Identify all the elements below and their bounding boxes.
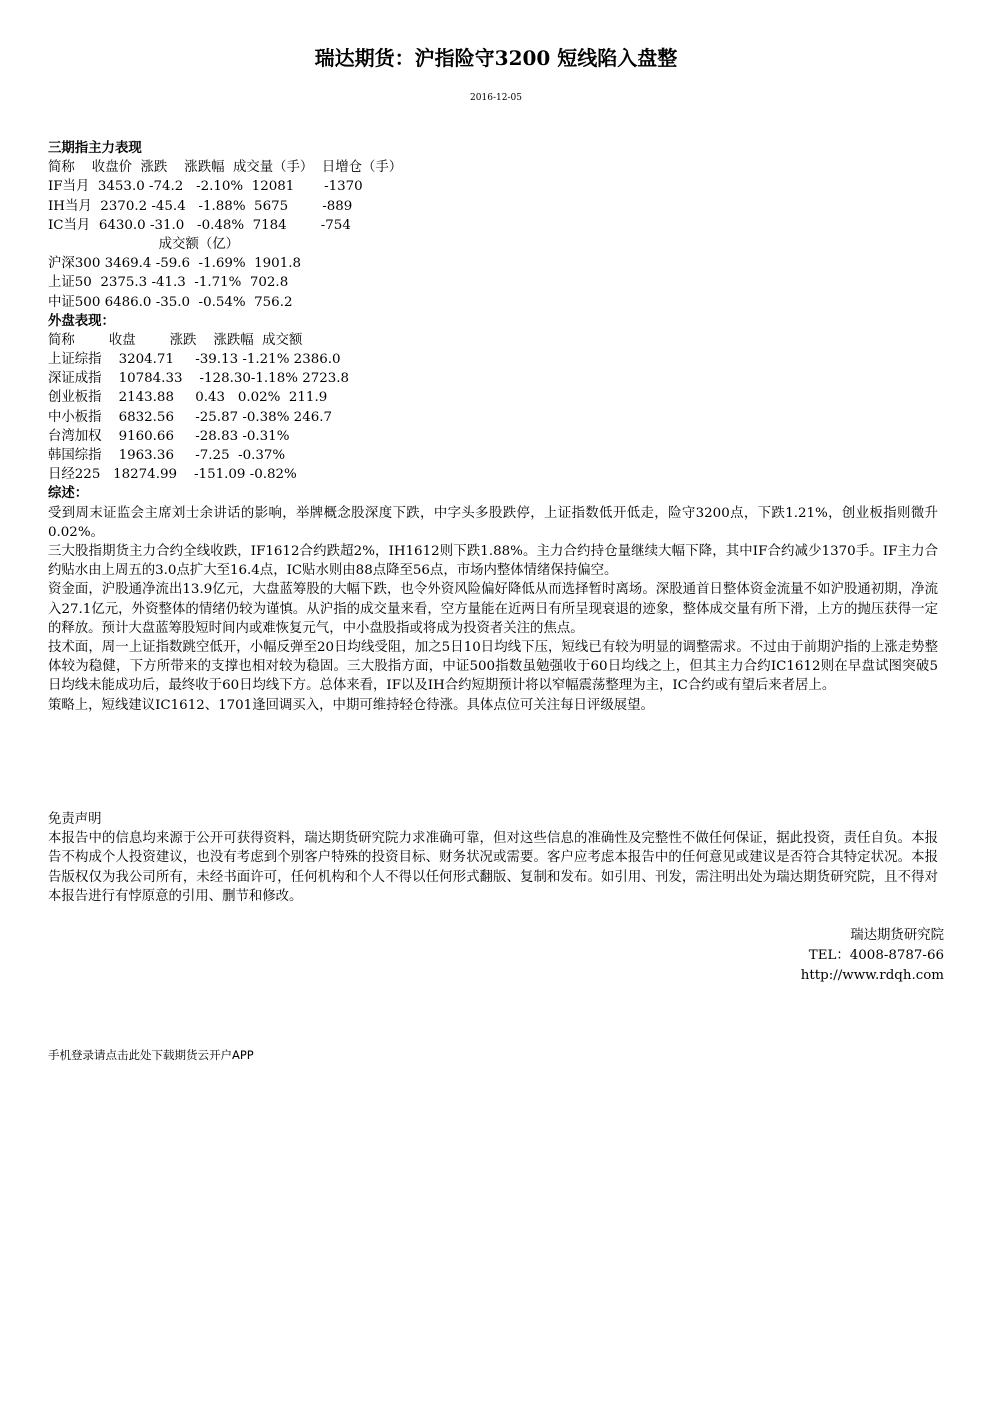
summary-paragraph: 三大股指期货主力合约全线收跌，IF1612合约跌超2%，IH1612则下跌1.88%。主力合约持仓量继续大幅下降，其中IF合约减少1370手。IF主力合约贴水由上周五的3.0点扩大至16.4点，IC贴水则由88点降至56点，市场内整体情绪保持偏空。 xyxy=(48,543,938,579)
index-columns: 成交额（亿） xyxy=(48,236,240,252)
futures-heading: 三期指主力表现 xyxy=(48,140,142,156)
index-row: 沪深300 3469.4 -59.6 -1.69% 1901.8 xyxy=(48,256,301,272)
futures-row: IC当月 6430.0 -31.0 -0.48% 7184 -754 xyxy=(48,217,351,233)
disclaimer-section xyxy=(48,810,944,906)
overseas-heading: 外盘表现： xyxy=(48,312,115,329)
overseas-row: 日经225 18274.99 -151.09 -0.82% xyxy=(48,467,297,483)
overseas-row: 台湾加权 9160.66 -28.83 -0.31% xyxy=(48,428,290,444)
disclaimer-heading: 免责声明 xyxy=(48,812,102,827)
overseas-row: 上证综指 3204.71 -39.13 -1.21% 2386.0 xyxy=(48,352,341,368)
futures-row: IH当月 2370.2 -45.4 -1.88% 5675 -889 xyxy=(48,198,353,214)
summary-heading: 综述： xyxy=(48,485,89,502)
signature-block xyxy=(801,926,944,986)
futures-row: IF当月 3453.0 -74.2 -2.10% 12081 -1370 xyxy=(48,179,363,195)
signature-org: 瑞达期货研究院 xyxy=(850,928,944,943)
report-title: 瑞达期货：沪指险守3200 短线陷入盘整 xyxy=(314,46,678,70)
summary-paragraph: 资金面，沪股通净流出13.9亿元，大盘蓝筹股的大幅下跌，也令外资风险偏好降低从而选择暂时离场。深股通首日整体资金流量不如沪股通初期，净流入27.1亿元，外资整体的情绪仍较为谨慎。从沪指的成交量来看，空方量能在近两日有所呈现衰退的迹象，整体成交量有所下滑，上方的抛压获得一定的释放。预计大盘蓝筹股短时间内或难恢复元气，中小盘股指或将成为投资者关注的焦点。 xyxy=(48,582,938,636)
overseas-row: 创业板指 2143.88 0.43 0.02% 211.9 xyxy=(48,390,328,406)
report-body xyxy=(48,139,944,715)
overseas-row: 韩国综指 1963.36 -7.25 -0.37% xyxy=(48,448,286,463)
futures-columns: 简称 收盘价 涨跌 涨跌幅 成交量（手） 日增仓（手） xyxy=(48,160,403,176)
index-row: 中证500 6486.0 -35.0 -0.54% 756.2 xyxy=(48,294,293,310)
overseas-row: 中小板指 6832.56 -25.87 -0.38% 246.7 xyxy=(48,409,333,425)
disclaimer-text: 本报告中的信息均来源于公开可获得资料，瑞达期货研究院力求准确可靠，但对这些信息的准确性及完整性不做任何保证，据此投资，责任自负。本报告不构成个人投资建议，也没有考虑到个别客户特殊的投资目标、财务状况或需要。客户应考虑本报告中的任何意见或建议是否符合其特定状况。本报告版权仅为我公司所有，未经书面许可，任何机构和个人不得以任何形式翻版、复制和发布。如引用、刊发，需注明出处为瑞达期货研究院，且不得对本报告进行有悖原意的引用、删节和修改。 xyxy=(48,831,938,904)
signature-url[interactable]: http://www.rdqh.com xyxy=(800,968,944,983)
signature-tel: TEL：4008-8787-66 xyxy=(808,948,944,963)
overseas-row: 深证成指 10784.33 -128.30-1.18% 2723.8 xyxy=(48,371,350,387)
report-date: 2016-12-05 xyxy=(470,93,522,103)
summary-paragraph: 策略上，短线建议IC1612、1701逢回调买入，中期可维持轻仓待涨。具体点位可关注每日评级展望。 xyxy=(48,697,654,713)
summary-paragraph: 受到周末证监会主席刘士余讲话的影响，举牌概念股深度下跌，中字头多股跌停，上证指数低开低走，险守3200点，下跌1.21%，创业板指则微升0.02%。 xyxy=(48,505,938,540)
overseas-columns: 简称 收盘 涨跌 涨跌幅 成交额 xyxy=(48,332,303,348)
index-row: 上证50 2375.3 -41.3 -1.71% 702.8 xyxy=(48,275,289,291)
app-download-link[interactable]: 手机登录请点击此处下载期货云开户APP xyxy=(48,1048,254,1062)
summary-paragraph: 技术面，周一上证指数跳空低开，小幅反弹至20日均线受阻，加之5日10日均线下压，短线已有较为明显的调整需求。不过由于前期沪指的上涨走势整体较为稳健，下方所带来的支撑也相对较为稳固。三大股指方面，中证500指数虽勉强收于60日均线之上，但其主力合约IC1612则在早盘试图突破5日均线未能成功后，最终收于60日均线下方。总体来看，IF以及IH合约短期预计将以窄幅震荡整理为主，IC合约或有望后来者居上。 xyxy=(48,639,938,694)
